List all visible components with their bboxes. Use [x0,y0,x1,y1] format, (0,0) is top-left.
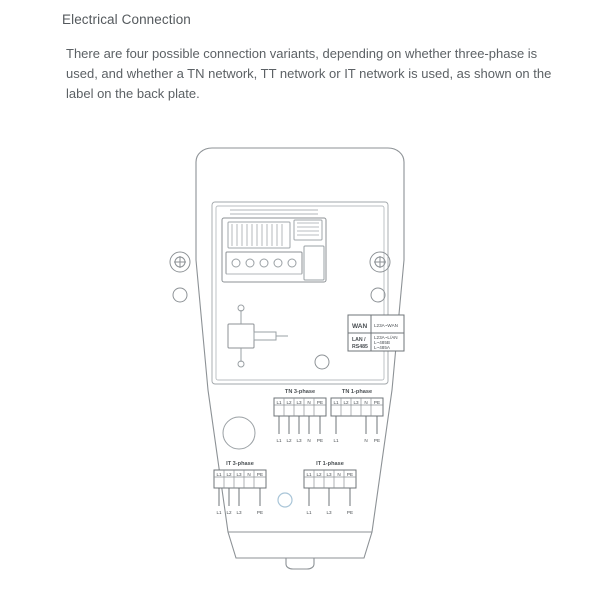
it-3-phase-title: IT 3-phase [226,461,254,467]
tn1-bot-l1: L1 [333,438,339,443]
it1-bot-l1: L1 [306,510,312,515]
tn3-bot-l1: L1 [276,438,282,443]
it3-bot-pe: PE [256,510,264,515]
wan-label: WAN [352,323,368,330]
terminal-block-tn-1-phase [331,389,383,443]
page-title: Electrical Connection [62,12,191,27]
it3-bot-l3: L3 [236,510,242,515]
it3-top-l3: L3 [236,472,242,477]
it1-bot-l3: L3 [326,510,332,515]
lan-value-3: L~485A [374,345,390,350]
tn1-top-l3: L3 [353,400,359,405]
hole-right [371,288,385,302]
it1-top-l3: L3 [326,472,332,477]
intro-paragraph: There are four possible connection variants, depending on whether three-phase is used, and whether a TN network, TT network or IT network is used, as shown on the label on the back plate. [66,46,552,101]
it3-bot-l2: L2 [226,510,232,515]
it1-top-l1: L1 [306,472,312,477]
back-plate-wiring-diagram [0,140,600,590]
tn1-top-l2: L2 [343,400,349,405]
wan-value: L23A~WAN [374,323,398,328]
it3-top-l1: L1 [216,472,222,477]
it-1-phase-title: IT 1-phase [316,461,344,467]
figure-container [0,140,600,590]
tn-3-phase-title: TN 3-phase [284,389,316,395]
power-module [222,210,326,282]
led-indicator [278,493,292,507]
mounting-screw-left [170,252,190,272]
inner-panel [212,202,388,384]
housing-outline [196,148,404,569]
tn1-bot-pe: PE [373,438,381,443]
tn3-top-l1: L1 [276,400,282,405]
tn3-top-pe: PE [316,400,324,405]
it1-top-n: N [337,472,341,477]
contactor-component [228,305,288,367]
tn3-bot-pe: PE [316,438,324,443]
it3-top-n: N [247,472,251,477]
mounting-screw-right [370,252,390,272]
hole-inner-right [315,355,329,369]
cable-gland-circle [223,417,255,449]
tn3-top-l2: L2 [286,400,292,405]
tn3-bot-l2: L2 [286,438,292,443]
tn1-top-l1: L1 [333,400,339,405]
it3-bot-l1: L1 [216,510,222,515]
rs485-label: RS485 [352,344,368,350]
tn1-bot-n: N [364,438,368,443]
it1-top-pe: PE [346,472,354,477]
terminal-block-it-3-phase [214,461,266,515]
port-label-block [348,315,404,351]
lan-value-1: L23A~L/AN [374,335,398,340]
it1-bot-pe: PE [346,510,354,515]
tn1-top-n: N [364,400,368,405]
tn1-top-pe: PE [373,400,381,405]
it3-top-l2: L2 [226,472,232,477]
terminal-block-it-1-phase [304,461,356,515]
tn3-bot-l3: L3 [296,438,302,443]
terminal-block-tn-3-phase [274,389,326,443]
it1-top-l2: L2 [316,472,322,477]
tn-1-phase-title: TN 1-phase [341,389,373,395]
lan-value-2: L~485B [374,340,390,345]
tn3-bot-n: N [307,438,311,443]
lan-label: LAN / [352,337,366,343]
tn3-top-l3: L3 [296,400,302,405]
it3-top-pe: PE [256,472,264,477]
tn3-top-n: N [307,400,311,405]
hole-left [173,288,187,302]
